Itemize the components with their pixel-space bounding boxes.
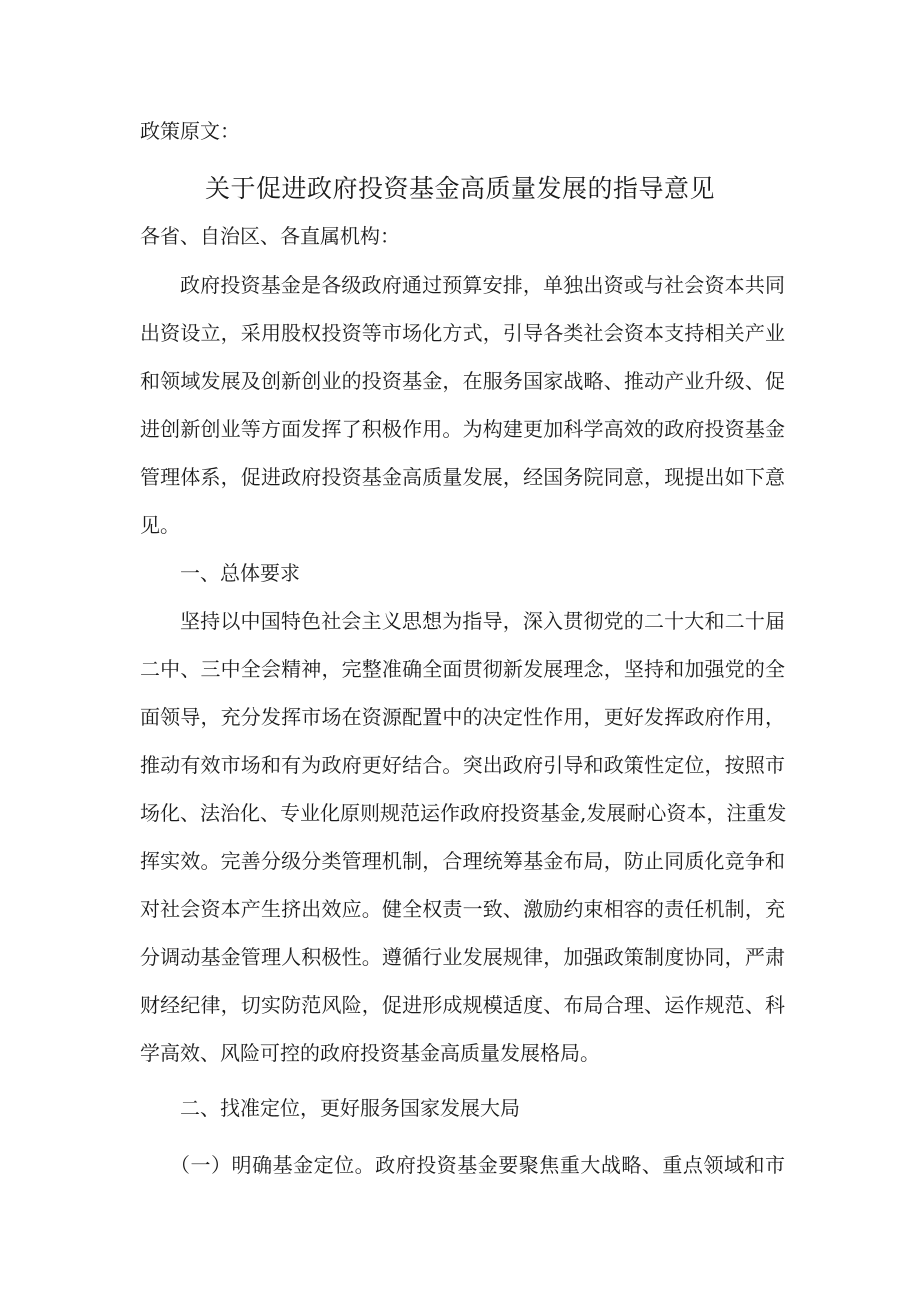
- doc-label: 政策原文：: [140, 119, 240, 143]
- paragraph-line: 场化、法治化、专业化原则规范运作政府投资基金,发展耐心资本，注重发: [140, 801, 787, 825]
- section-heading: 二、找准定位，更好服务国家发展大局: [180, 1096, 520, 1120]
- paragraph-line: 坚持以中国特色社会主义思想为指导，深入贯彻党的二十大和二十届: [180, 609, 785, 633]
- paragraph-line: 分调动基金管理人积极性。遵循行业发展规律，加强政策制度协同，严肃: [140, 945, 785, 969]
- paragraph-line: 面领导，充分发挥市场在资源配置中的决定性作用，更好发挥政府作用，: [140, 705, 785, 729]
- paragraph-line: 和领域发展及创新创业的投资基金，在服务国家战略、推动产业升级、促: [140, 369, 785, 393]
- doc-title: 关于促进政府投资基金高质量发展的指导意见: [204, 174, 715, 203]
- paragraph-line: （一）明确基金定位。政府投资基金要聚焦重大战略、重点领域和市: [170, 1153, 785, 1177]
- paragraph-line: 二中、三中全会精神，完整准确全面贯彻新发展理念，坚持和加强党的全: [140, 657, 785, 681]
- paragraph-line: 挥实效。完善分级分类管理机制，合理统筹基金布局，防止同质化竞争和: [140, 849, 785, 873]
- paragraph-line: 政府投资基金是各级政府通过预算安排，单独出资或与社会资本共同: [180, 273, 785, 297]
- paragraph-line: 对社会资本产生挤出效应。健全权责一致、激励约束相容的责任机制，充: [140, 897, 785, 921]
- paragraph-line: 管理体系，促进政府投资基金高质量发展，经国务院同意，现提出如下意: [140, 465, 785, 489]
- paragraph-line: 学高效、风险可控的政府投资基金高质量发展格局。: [140, 1041, 600, 1065]
- paragraph-line: 见。: [140, 513, 180, 537]
- paragraph-line: 财经纪律，切实防范风险，促进形成规模适度、布局合理、运作规范、科: [140, 993, 785, 1017]
- paragraph-line: 进创新创业等方面发挥了积极作用。为构建更加科学高效的政府投资基金: [140, 417, 785, 441]
- section-heading: 一、总体要求: [180, 561, 300, 585]
- doc-addressee: 各省、自治区、各直属机构：: [140, 224, 400, 248]
- paragraph-line: 出资设立，采用股权投资等市场化方式，引导各类社会资本支持相关产业: [140, 321, 785, 345]
- paragraph-line: 推动有效市场和有为政府更好结合。突出政府引导和政策性定位，按照市: [140, 753, 785, 777]
